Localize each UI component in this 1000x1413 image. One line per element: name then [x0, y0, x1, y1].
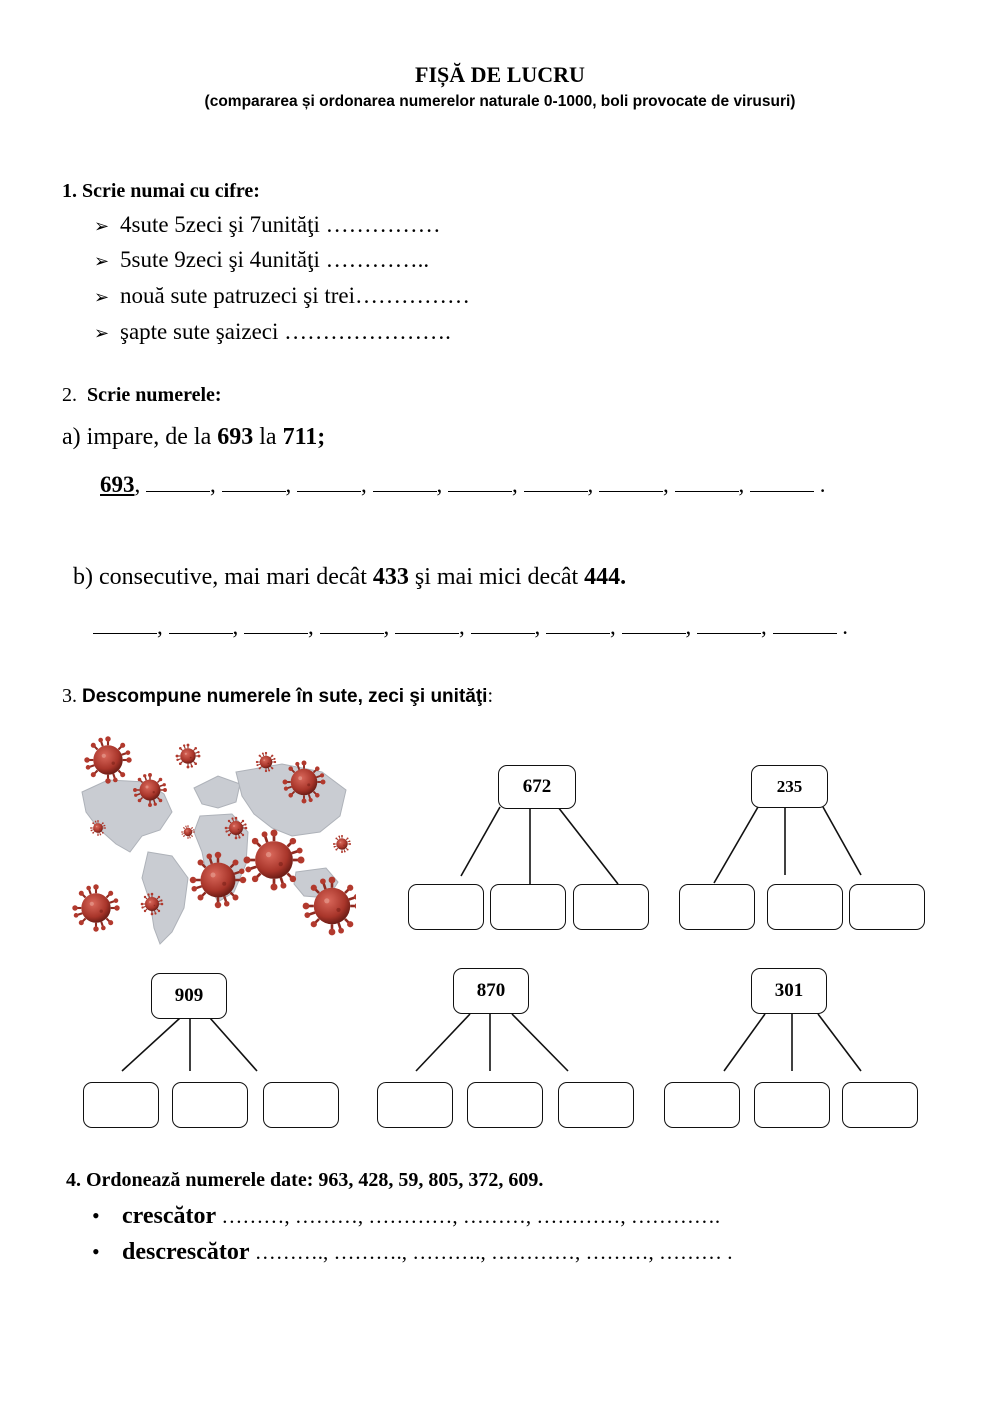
- bullet-dot-icon: •: [92, 1239, 100, 1264]
- bullet-dot-icon: •: [92, 1203, 100, 1228]
- answer-box-units[interactable]: [849, 884, 925, 930]
- number-box-301: 301: [751, 968, 827, 1014]
- answer-box-units[interactable]: [573, 884, 649, 930]
- q2a-first-number: 693: [100, 472, 135, 497]
- arrow-bullet-icon: ➢: [94, 251, 110, 271]
- q4-descending-row: • descrescător ………., ………., ………., …………, ………, ……… .: [92, 1239, 733, 1265]
- answer-box-hundreds[interactable]: [83, 1082, 159, 1128]
- q2a-answer-row: 693, , , , , , , , , .: [100, 472, 826, 497]
- q1-item: ➢ 4sute 5zeci şi 7unităţi ……………: [94, 212, 441, 237]
- answer-blank[interactable]: [773, 615, 837, 634]
- answer-blank[interactable]: [750, 473, 814, 492]
- q4-heading: 4. Ordonează numerele date: 963, 428, 59, 805, 372, 609.: [66, 1169, 544, 1191]
- answer-blank[interactable]: [524, 473, 588, 492]
- page-subtitle: (compararea și ordonarea numerelor naturale 0-1000, boli provocate de virusuri): [204, 93, 796, 110]
- answer-blank[interactable]: [93, 615, 157, 634]
- q1-item: ➢ şapte sute şaizeci ………………….: [94, 319, 451, 344]
- answer-blank[interactable]: [448, 473, 512, 492]
- answer-box-hundreds[interactable]: [408, 884, 484, 930]
- answer-blank[interactable]: [471, 615, 535, 634]
- answer-blank[interactable]: [222, 473, 286, 492]
- answer-blank[interactable]: [697, 615, 761, 634]
- q2-heading: 2. Scrie numerele:: [62, 384, 222, 406]
- q1-heading: 1. Scrie numai cu cifre:: [62, 180, 260, 202]
- number-box-672: 672: [498, 765, 576, 809]
- answer-blank[interactable]: [546, 615, 610, 634]
- answer-blank[interactable]: [320, 615, 384, 634]
- q4-ascending-row: • crescător ………, ………, …………, ………, …………, ………….: [92, 1203, 721, 1229]
- answer-blank[interactable]: [622, 615, 686, 634]
- answer-blank[interactable]: [373, 473, 437, 492]
- answer-box-hundreds[interactable]: [377, 1082, 453, 1128]
- arrow-bullet-icon: ➢: [94, 287, 110, 307]
- arrow-bullet-icon: ➢: [94, 323, 110, 343]
- q1-item: ➢ nouă sute patruzeci şi trei……………: [94, 283, 471, 308]
- answer-box-units[interactable]: [842, 1082, 918, 1128]
- page-title: FIȘĂ DE LUCRU: [415, 62, 585, 87]
- q2b-instruction: b) consecutive, mai mari decât 433 şi mai mici decât 444.: [73, 564, 627, 590]
- number-box-870: 870: [453, 968, 529, 1014]
- answer-box-tens[interactable]: [754, 1082, 830, 1128]
- answer-box-tens[interactable]: [467, 1082, 543, 1128]
- q2a-instruction: a) impare, de la 693 la 711;: [62, 424, 326, 450]
- answer-blank[interactable]: [169, 615, 233, 634]
- arrow-bullet-icon: ➢: [94, 216, 110, 236]
- answer-blank[interactable]: [675, 473, 739, 492]
- virus-world-map-illustration: [68, 732, 356, 950]
- q2b-answer-row: , , , , , , , , , .: [93, 614, 848, 640]
- q1-item: ➢ 5sute 9zeci şi 4unităţi …………..: [94, 247, 430, 272]
- answer-blank[interactable]: [395, 615, 459, 634]
- answer-box-tens[interactable]: [490, 884, 566, 930]
- answer-box-units[interactable]: [558, 1082, 634, 1128]
- answer-box-hundreds[interactable]: [664, 1082, 740, 1128]
- answer-blank[interactable]: [146, 473, 210, 492]
- answer-blank[interactable]: [244, 615, 308, 634]
- answer-blank[interactable]: [297, 473, 361, 492]
- answer-box-units[interactable]: [263, 1082, 339, 1128]
- answer-box-tens[interactable]: [172, 1082, 248, 1128]
- answer-box-tens[interactable]: [767, 884, 843, 930]
- number-box-235: 235: [751, 765, 828, 808]
- answer-blank[interactable]: [599, 473, 663, 492]
- number-box-909: 909: [151, 973, 227, 1019]
- q3-heading: 3. Descompune numerele în sute, zeci şi unităţi:: [62, 685, 494, 707]
- answer-box-hundreds[interactable]: [679, 884, 755, 930]
